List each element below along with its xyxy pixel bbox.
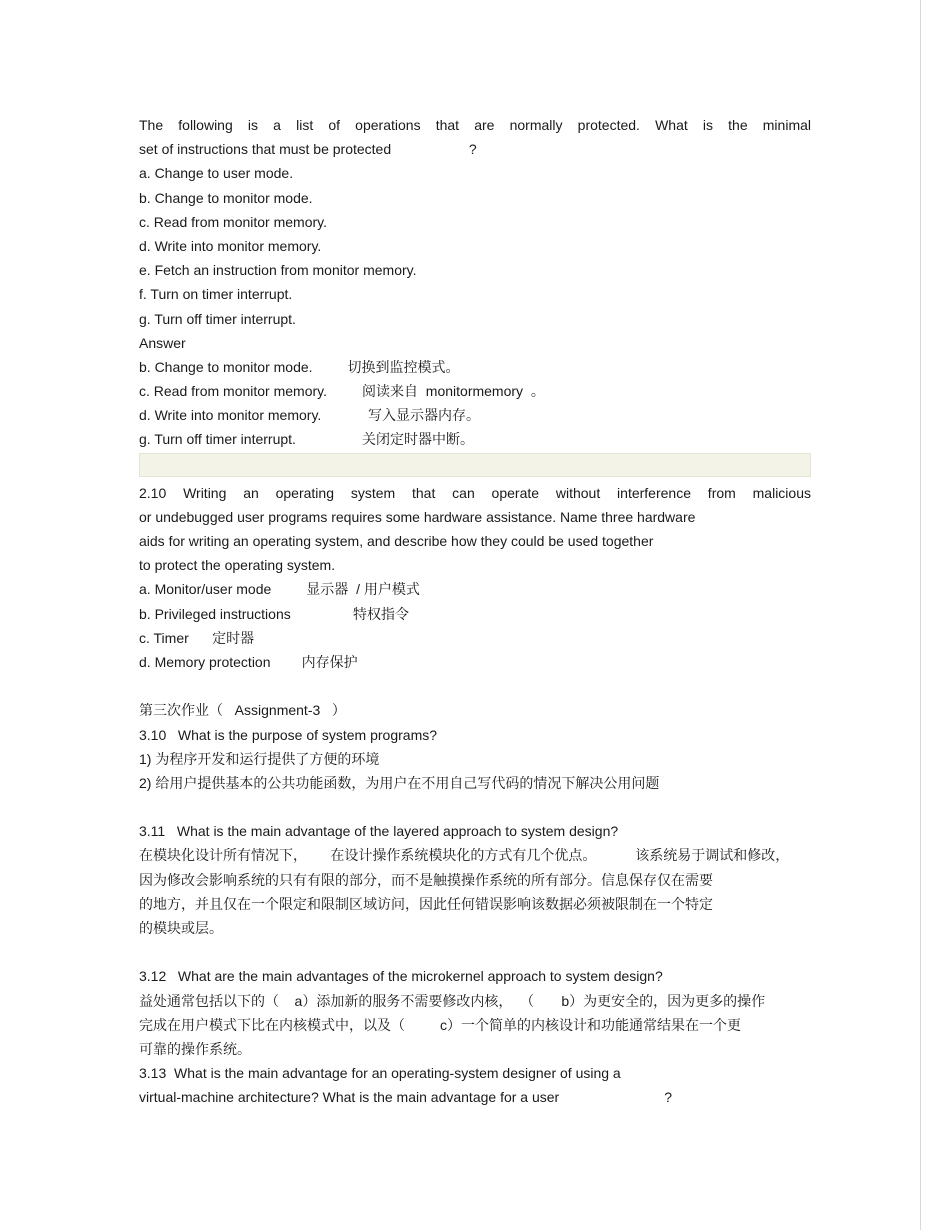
answer-line: 完成在用户模式下比在内核模式中，以及（ c）一个简单的内核设计和功能通常结果在一个更 [139,1016,742,1033]
question-line: or undebugged user programs requires some hardware assistance. Name three hardware [139,508,696,525]
answer-item: a. Monitor/user mode 显示器 / 用户模式 [139,581,420,598]
option-item: f. Turn on timer interrupt. [139,286,293,303]
option-item: e. Fetch an instruction from monitor memory. [139,262,417,279]
option-item: a. Change to user mode. [139,165,294,182]
answer-line: 的模块或层。 [139,920,223,936]
option-item: c. Read from monitor memory. [139,213,328,230]
blank-line [139,674,811,698]
answer-label: Answer [139,334,186,351]
question-line: aids for writing an operating system, and describe how they could be used together [139,533,654,549]
answer-line: 益处通常包括以下的（ a）添加新的服务不需要修改内核， （ b）为更安全的，因为更多的操作 [139,992,766,1009]
answer-item: 1) 为程序开发和运行提供了方便的环境 [139,750,380,767]
answer-line: 的地方，并且仅在一个限定和限制区域访问，因此任何错误影响该数据必须被限制在一个特定 [139,895,713,912]
shaded-separator [139,453,811,477]
question-line: 2.10 Writing an operating system that can operate without interference from malicious [139,484,811,501]
question-line: 3.13 What is the main advantage for an operating-system designer of using a [139,1065,621,1082]
blank-line [139,940,811,964]
question-line: set of instructions that must be protected ? [139,141,477,158]
question-line: virtual-machine architecture? What is the main advantage for a user ? [139,1089,673,1106]
question-line: The following is a list of operations that are normally protected. What is the minimal [139,117,811,133]
document-body [139,113,811,1110]
option-item: g. Turn off timer interrupt. [139,310,296,327]
option-item: d. Write into monitor memory. [139,237,322,254]
answer-item: c. Read from monitor memory. 阅读来自 monitormemory 。 [139,383,545,400]
question-line: to protect the operating system. [139,557,336,574]
answer-item: 2) 给用户提供基本的公共功能函数，为用户在不用自己写代码的情况下解决公用问题 [139,774,660,791]
question-line: 3.11 What is the main advantage of the layered approach to system design? [139,823,619,840]
blank-line [139,795,811,819]
answer-item: g. Turn off timer interrupt. 关闭定时器中断。 [139,431,475,448]
option-item: b. Change to monitor mode. [139,189,313,206]
section-heading: 第三次作业（ Assignment-3 ） [139,702,346,719]
answer-item: d. Write into monitor memory. 写入显示器内存。 [139,407,480,424]
question-line: 3.12 What are the main advantages of the microkernel approach to system design? [139,968,663,985]
page-edge [920,0,921,1230]
answer-item: d. Memory protection 内存保护 [139,653,358,670]
answer-line: 因为修改会影响系统的只有有限的部分，而不是触摸操作系统的所有部分。信息保存仅在需要 [139,871,713,888]
answer-item: b. Change to monitor mode. 切换到监控模式。 [139,358,460,375]
answer-line: 在模块化设计所有情况下， 在设计操作系统模块化的方式有几个优点。 该系统易于调试和修改， [139,847,790,864]
answer-item: c. Timer 定时器 [139,629,255,646]
answer-line: 可靠的操作系统。 [139,1040,251,1057]
answer-item: b. Privileged instructions 特权指令 [139,605,409,622]
question-line: 3.10 What is the purpose of system programs? [139,726,438,743]
